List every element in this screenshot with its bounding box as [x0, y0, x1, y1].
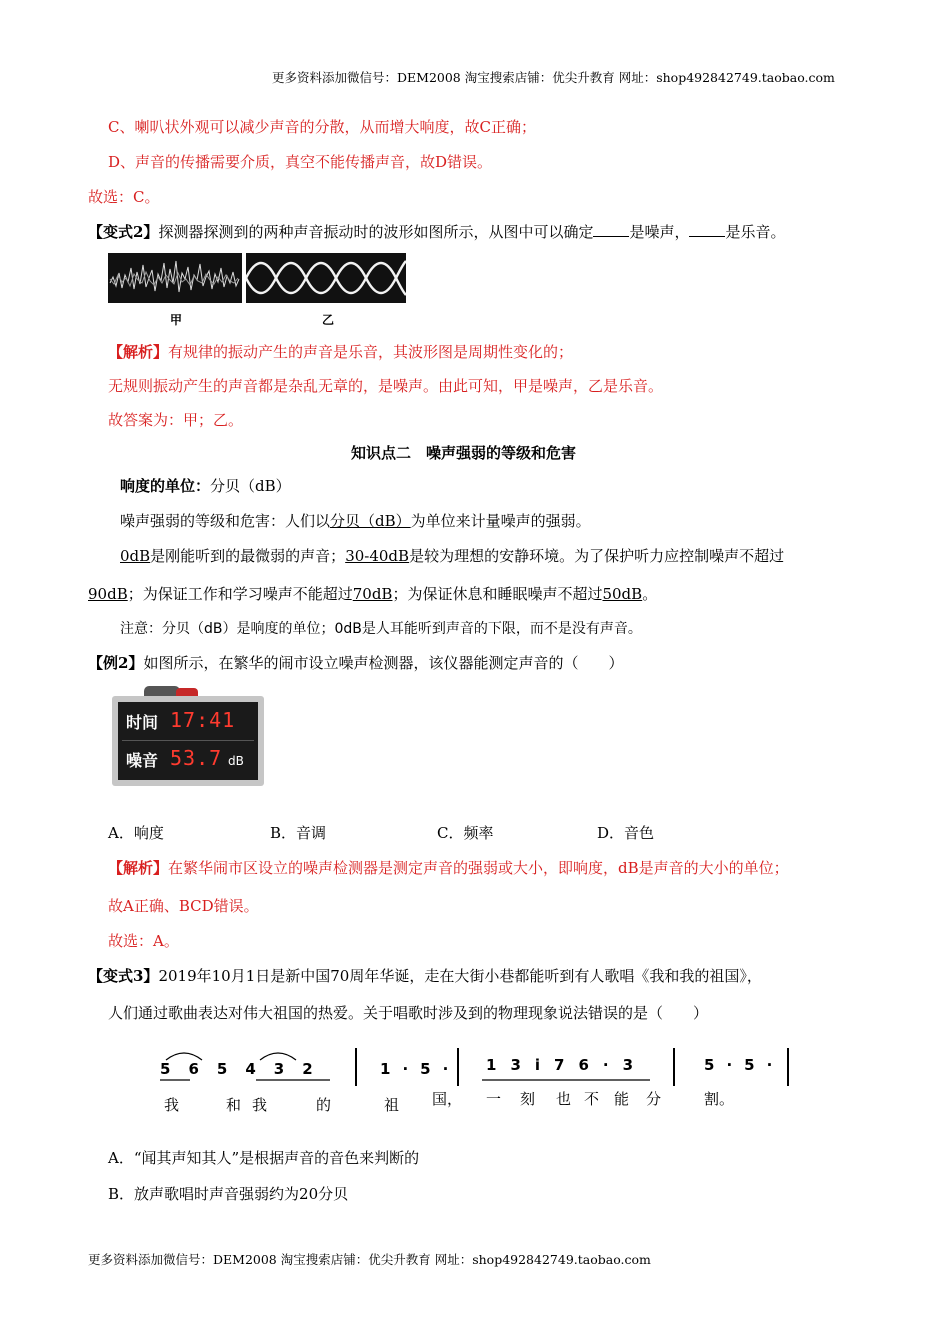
text: 为单位来计量噪声的强弱。	[410, 512, 591, 530]
blank-2	[689, 222, 725, 237]
variant2-solution-text1: 有规律的振动产生的声音是乐音，其波形图是周期性变化的；	[168, 343, 574, 361]
score-note: 5	[216, 1060, 228, 1078]
option-d: D．音色	[597, 824, 655, 842]
time-label: 时间	[126, 713, 159, 732]
page-header: 更多资料添加微信号：DEM2008 淘宝搜索店铺：优尖升教育 网址：shop492842749.taobao.com	[272, 70, 835, 85]
text: ；为保证休息和睡眠噪声不超过	[392, 585, 603, 603]
score-note: ·	[602, 1056, 609, 1074]
option-c: C．频率	[437, 824, 494, 842]
music-waveform-figure	[246, 253, 406, 303]
label-yi: 乙	[322, 313, 335, 327]
noise-level-line-1	[120, 546, 784, 566]
score-note: 6	[188, 1060, 199, 1078]
option-a: A．响度	[108, 824, 164, 842]
score-note: 5	[420, 1060, 431, 1078]
variant3-tag: 【变式3】	[88, 967, 159, 985]
score-note: 7	[554, 1056, 565, 1074]
variant3-question-1	[88, 966, 762, 986]
score-note: 3	[622, 1056, 634, 1074]
noise-unit: dB	[228, 754, 244, 768]
label-jia: 甲	[170, 313, 183, 327]
score-note: 2	[302, 1060, 313, 1078]
noise-waveform-figure	[108, 253, 242, 303]
noise-label: 噪音	[126, 751, 159, 770]
example2-solution-2: 故A正确、BCD错误。	[108, 897, 259, 915]
lyric-char: 分	[646, 1090, 662, 1108]
noise-level-line-2	[88, 584, 657, 604]
variant2-question	[88, 222, 785, 242]
prev-option-c: C、喇叭状外观可以减少声音的分散，从而增大响度，故C正确；	[108, 118, 536, 136]
section-title: 知识点二 噪声强弱的等级和危害	[351, 444, 577, 462]
example2-solution-tag: 【解析】	[108, 859, 169, 877]
underlined-term: 0dB	[120, 547, 151, 565]
variant2-q1: 探测器探测到的两种声音振动时的波形如图所示，从图中可以确定	[158, 223, 594, 241]
variant3-question-2: 人们通过歌曲表达对伟大祖国的热爱。关于唱歌时涉及到的物理现象说法错误的是（ ）	[108, 1004, 709, 1022]
lyric-char: 祖	[384, 1096, 400, 1114]
score-note: 3	[273, 1060, 285, 1078]
lyric-char: 和	[226, 1096, 242, 1114]
underlined-term: 70dB	[352, 585, 393, 603]
variant2-answer: 故答案为：甲；乙。	[108, 411, 244, 429]
score-group-1	[160, 1060, 313, 1078]
example2-answer: 故选：A。	[108, 932, 179, 950]
lyric-char: 割。	[704, 1090, 735, 1108]
score-note: i	[534, 1056, 541, 1074]
screen-divider	[122, 740, 254, 741]
lyric-char: 一	[486, 1090, 502, 1108]
lyric-char: 也	[556, 1090, 572, 1108]
score-note: 5	[704, 1056, 715, 1074]
text: 。	[642, 585, 658, 603]
score-group-2	[380, 1060, 448, 1078]
variant2-q2: 是噪声，	[629, 223, 690, 241]
score-note: 5	[160, 1060, 171, 1078]
score-note: ·	[442, 1060, 449, 1078]
example2-tag: 【例2】	[88, 654, 144, 672]
lyric-char: 能	[614, 1090, 630, 1108]
variant2-solution-tag: 【解析】	[108, 343, 169, 361]
example2-solution-text1: 在繁华闹市区设立的噪声检测器是测定声音的强弱或大小，即响度，dB是声音的大小的单位；	[168, 859, 789, 877]
note: 注意：分贝（dB）是响度的单位；0dB是人耳能听到声音的下限，而不是没有声音。	[120, 621, 642, 637]
unit-line	[120, 476, 291, 496]
noise-value: 53.7	[170, 746, 223, 770]
score-note: ·	[766, 1056, 773, 1074]
text: 是较为理想的安静环境。为了保护听力应控制噪声不超过	[409, 547, 785, 565]
variant3-option-a: A．“闻其声知其人”是根据声音的音色来判断的	[108, 1149, 420, 1167]
monitor-screen	[118, 702, 258, 780]
music-score-figure	[160, 1040, 800, 1120]
lyric-char: 我	[164, 1096, 180, 1114]
underlined-term: 分贝（dB）	[330, 512, 411, 530]
score-note: ·	[726, 1056, 733, 1074]
score-note: 4	[245, 1060, 256, 1078]
score-note: 5	[744, 1056, 755, 1074]
lyric-char: 不	[584, 1090, 600, 1108]
variant3-option-b: B．放声歌唱时声音强弱约为20分贝	[108, 1185, 349, 1203]
unit-value: 分贝（dB）	[210, 477, 291, 495]
variant2-solution-1	[108, 342, 573, 362]
variant2-q3: 是乐音。	[725, 223, 786, 241]
noise-monitor-figure	[112, 686, 264, 786]
time-value: 17:41	[170, 708, 236, 732]
prev-option-d: D、声音的传播需要介质，真空不能传播声音，故D错误。	[108, 153, 493, 171]
score-note: 3	[510, 1056, 521, 1074]
score-note: 1	[380, 1060, 391, 1078]
variant2-solution-2: 无规则振动产生的声音都是杂乱无章的，是噪声。由此可知，甲是噪声，乙是乐音。	[108, 377, 664, 395]
option-b: B．音调	[270, 824, 327, 842]
monitor-casing	[112, 696, 264, 786]
underlined-term: 50dB	[602, 585, 643, 603]
prev-answer: 故选：C。	[88, 188, 160, 206]
lyric-char: 国，	[432, 1090, 463, 1108]
unit-label: 响度的单位：	[120, 477, 211, 495]
lyric-char: 的	[316, 1096, 332, 1114]
text: ；为保证工作和学习噪声不能超过	[127, 585, 353, 603]
variant3-text1: 2019年10月1日是新中国70周年华诞，走在大街小巷都能听到有人歌唱《我和我的祖国》，	[158, 967, 762, 985]
text: 是刚能听到的最微弱的声音；	[150, 547, 346, 565]
score-note: 6	[578, 1056, 589, 1074]
variant2-tag: 【变式2】	[88, 223, 159, 241]
example2-question	[88, 653, 623, 673]
score-group-4	[704, 1056, 772, 1074]
blank-1	[593, 222, 629, 237]
example2-text: 如图所示，在繁华的闹市设立噪声检测器，该仪器能测定声音的（ ）	[143, 654, 624, 672]
underlined-term: 90dB	[88, 585, 128, 603]
score-note: ·	[402, 1060, 409, 1078]
page-footer: 更多资料添加微信号：DEM2008 淘宝搜索店铺：优尖升教育 网址：shop492842749.taobao.com	[88, 1252, 651, 1267]
lyric-char: 我	[252, 1096, 268, 1114]
score-group-3	[486, 1056, 633, 1074]
underlined-term: 30-40dB	[345, 547, 410, 565]
lyric-char: 刻	[520, 1090, 536, 1108]
example2-solution-1	[108, 858, 789, 878]
score-note: 1	[486, 1056, 497, 1074]
text: 噪声强弱的等级和危害：人们以	[120, 512, 331, 530]
noise-level-intro	[120, 511, 591, 531]
